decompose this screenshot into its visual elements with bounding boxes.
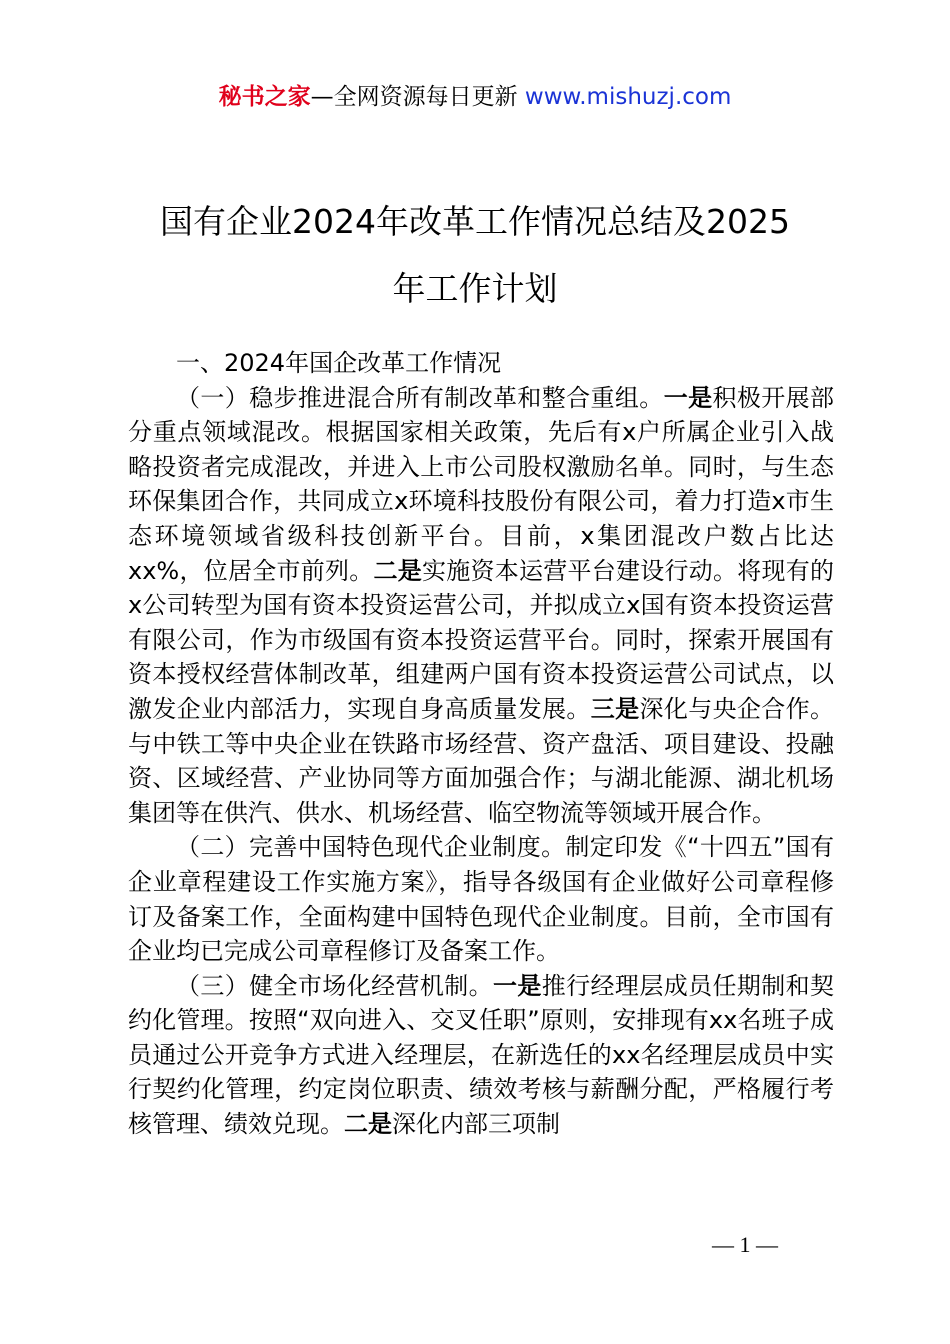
paragraph-3-text-2: 深化内部三项制	[392, 1110, 560, 1139]
paragraph-1	[128, 381, 834, 831]
paragraph-1-lead: （一）稳步推进混合所有制改革和整合重组。	[176, 383, 664, 412]
paragraph-3-text-1: 推行经理层成员任期制和契约化管理。按照“双向进入、交叉任职”原则，安排现有xx名班子成员通过公开竞争方式进入经理层，在新选任的xx名经理层成员中实行契约化管理，约定岗位职责、绩效考核与薪酬分配，严格履行考核管理、绩效兑现。	[128, 971, 835, 1139]
section-heading: 一、2024年国企改革工作情况	[176, 349, 502, 377]
document-title	[80, 188, 870, 322]
paragraph-3-lead: （三）健全市场化经营机制。	[176, 971, 493, 1000]
document-body	[128, 346, 834, 1142]
paragraph-3	[128, 969, 834, 1142]
keyword-second: 二是	[373, 556, 422, 585]
keyword-first: 一是	[493, 971, 542, 1000]
site-url[interactable]: www.mishuzj.com	[524, 84, 732, 110]
keyword-first: 一是	[663, 383, 713, 412]
site-tagline: —全网资源每日更新	[310, 84, 525, 110]
paragraph-1-text-3: 深化与央企合作。与中铁工等中央企业在铁路市场经营、资产盘活、项目建设、投融资、区域经营、产业协同等方面加强合作；与湖北能源、湖北机场集团等在供汽、供水、机场经营、临空物流等领域开展合作。	[128, 694, 835, 827]
paragraph-1-text-2: 实施资本运营平台建设行动。将现有的x公司转型为国有资本投资运营公司，并拟成立x国有资本投资运营有限公司，作为市级国有资本投资运营平台。同时，探索开展国有资本授权经营体制改革，组建两户国有资本投资运营公司试点，以激发企业内部活力，实现自身高质量发展。	[128, 556, 835, 723]
site-header	[0, 82, 950, 112]
keyword-second: 二是	[344, 1110, 392, 1139]
paragraph-1-text-1: 积极开展部分重点领域混改。根据国家相关政策，先后有x户所属企业引入战略投资者完成混改，并进入上市公司股权激励名单。同时，与生态环保集团合作，共同成立x环境科技股份有限公司，着力打造x市生态环境领域省级科技创新平台。目前，x集团混改户数占比达xx%，位居全市前列。	[128, 383, 835, 585]
paragraph-2: （二）完善中国特色现代企业制度。制定印发《“十四五”国有企业章程建设工作实施方案》，指导各级国有企业做好公司章程修订及备案工作，全面构建中国特色现代企业制度。目前，全市国有企业均已完成公司章程修订及备案工作。	[128, 833, 834, 966]
title-line-1: 国有企业2024年改革工作情况总结及2025	[160, 202, 790, 241]
title-line-2: 年工作计划	[392, 269, 558, 308]
page-number: — 1 —	[712, 1232, 778, 1257]
site-brand: 秘书之家	[218, 84, 311, 110]
keyword-third: 三是	[590, 694, 640, 723]
